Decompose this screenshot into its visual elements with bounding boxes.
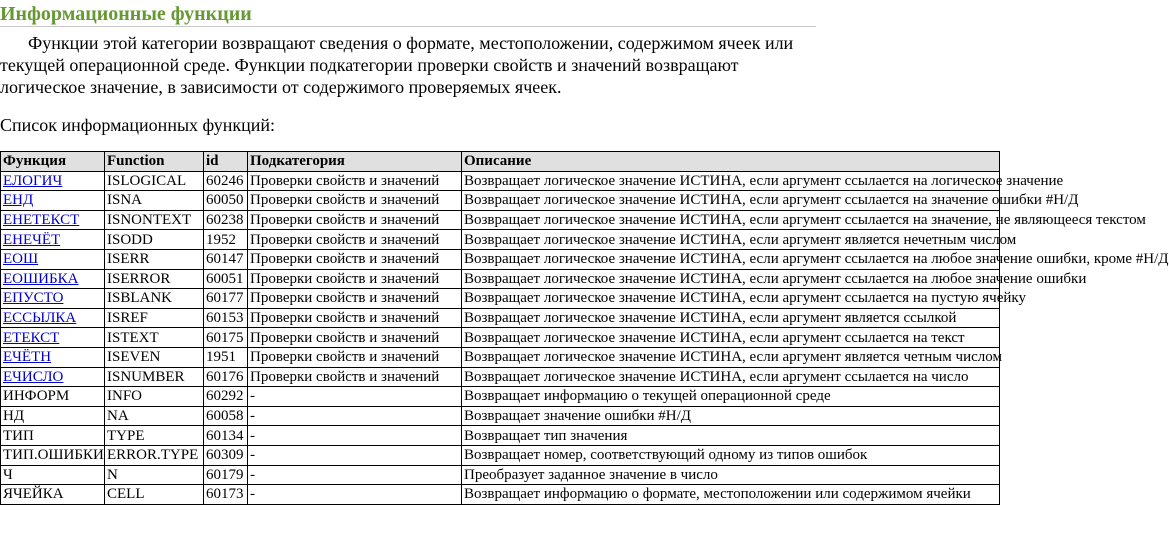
subcategory-cell: Проверки свойств и значений — [248, 368, 461, 387]
function-english-cell: ISTEXT — [105, 328, 203, 347]
function-id-cell: 1952 — [204, 230, 247, 249]
function-english-cell: ISLOGICAL — [105, 172, 203, 191]
description-cell: Преобразует заданное значение в число — [462, 466, 999, 485]
description-cell: Возвращает логическое значение ИСТИНА, если аргумент ссылается на логическое значение — [464, 172, 1064, 189]
description-cell: Возвращает логическое значение ИСТИНА, если аргумент ссылается на текст — [462, 328, 999, 347]
subcategory-cell: Проверки свойств и значений — [248, 328, 461, 347]
table-row — [1, 446, 999, 465]
function-english-cell: ISERROR — [105, 270, 203, 289]
function-name-link[interactable]: ЕНД — [1, 191, 104, 210]
header-cell-subcategory: Подкатегория — [248, 152, 461, 171]
table-row — [1, 348, 999, 367]
function-english-cell: ISNA — [105, 191, 203, 210]
function-id-cell: 60309 — [204, 446, 247, 465]
function-name-link[interactable]: ЕПУСТО — [1, 289, 104, 308]
description-cell: Возвращает значение ошибки #Н/Д — [462, 407, 999, 426]
function-id-cell: 60177 — [204, 289, 247, 308]
function-id-cell: 1951 — [204, 348, 247, 367]
function-name-cell: ИНФОРМ — [1, 387, 104, 406]
table-row — [1, 368, 999, 387]
function-name-cell: Ч — [1, 466, 104, 485]
function-name-link[interactable]: ЕНЕЧЁТ — [1, 230, 104, 249]
table-header-row — [1, 152, 999, 171]
table-row — [1, 387, 999, 406]
subcategory-cell: Проверки свойств и значений — [248, 191, 461, 210]
function-id-cell: 60246 — [204, 172, 247, 191]
description-cell: Возвращает информацию о формате, местоположении или содержимом ячейки — [462, 485, 999, 504]
function-english-cell: ISODD — [105, 230, 203, 249]
function-english-cell: ISREF — [105, 309, 203, 328]
function-name-cell: ТИП — [1, 426, 104, 445]
function-name-link[interactable]: ЕОШ — [1, 250, 104, 269]
function-list-label: Список информационных функций: — [0, 115, 276, 135]
function-id-cell: 60058 — [204, 407, 247, 426]
function-english-cell: ISERR — [105, 250, 203, 269]
function-id-cell: 60173 — [204, 485, 247, 504]
function-name-link[interactable]: ЕТЕКСТ — [1, 328, 104, 347]
function-name-link[interactable]: ЕЧИСЛО — [1, 368, 104, 387]
function-name-link[interactable]: ЕССЫЛКА — [1, 309, 104, 328]
table-row — [1, 328, 999, 347]
description-cell: Возвращает логическое значение ИСТИНА, если аргумент ссылается на любое значение ошибки — [464, 270, 1087, 287]
function-name-link[interactable]: ЕОШИБКА — [1, 270, 104, 289]
function-english-cell: CELL — [105, 485, 203, 504]
function-id-cell: 60238 — [204, 211, 247, 230]
subcategory-cell: - — [248, 426, 461, 445]
subcategory-cell: Проверки свойств и значений — [248, 172, 461, 191]
subcategory-cell: - — [248, 466, 461, 485]
function-id-cell: 60050 — [204, 191, 247, 210]
table-row — [1, 485, 999, 504]
function-table-container — [0, 151, 1169, 548]
function-english-cell: ERROR.TYPE — [105, 446, 203, 465]
description-cell: Возвращает логическое значение ИСТИНА, если аргумент ссылается на любое значение ошибки, кроме #Н/Д — [464, 251, 1169, 268]
description-cell: Возвращает логическое значение ИСТИНА, если аргумент является нечетным числом — [464, 231, 1017, 248]
table-row — [1, 250, 999, 269]
table-row — [1, 270, 999, 289]
table-row — [1, 230, 999, 249]
table-row — [1, 191, 999, 210]
function-english-cell: TYPE — [105, 426, 203, 445]
function-english-cell: ISBLANK — [105, 289, 203, 308]
subcategory-cell: Проверки свойств и значений — [248, 289, 461, 308]
function-id-cell: 60175 — [204, 328, 247, 347]
header-cell-id: id — [204, 152, 247, 171]
function-english-cell: ISEVEN — [105, 348, 203, 367]
function-id-cell: 60134 — [204, 426, 247, 445]
description-cell: Возвращает логическое значение ИСТИНА, если аргумент ссылается на значение ошибки #Н/Д — [464, 192, 1079, 209]
subcategory-cell: Проверки свойств и значений — [248, 250, 461, 269]
page-heading: Информационные функции — [0, 2, 816, 27]
function-id-cell: 60147 — [204, 250, 247, 269]
subcategory-cell: Проверки свойств и значений — [248, 211, 461, 230]
function-table — [0, 151, 1169, 505]
description-cell: Возвращает тип значения — [462, 426, 999, 445]
intro-paragraph: Функции этой категории возвращают сведения о формате, местоположении, содержимом ячеек или текущей операционной среде. Функции подкатегории проверки свойств и значений возвращают логическое значение, в зависимости от содержимого проверяемых ячеек. — [0, 33, 794, 97]
function-english-cell: ISNONTEXT — [105, 211, 203, 230]
table-body — [1, 172, 1169, 504]
subcategory-cell: - — [248, 485, 461, 504]
table-row — [1, 309, 999, 328]
description-cell: Возвращает логическое значение ИСТИНА, если аргумент является четным числом — [464, 349, 1002, 366]
description-cell: Возвращает логическое значение ИСТИНА, если аргумент ссылается на значение, не являющееся текстом — [464, 212, 1146, 229]
subcategory-cell: - — [248, 446, 461, 465]
subcategory-cell: - — [248, 387, 461, 406]
table-row — [1, 426, 999, 445]
subcategory-cell: - — [248, 407, 461, 426]
function-id-cell: 60153 — [204, 309, 247, 328]
table-row — [1, 407, 999, 426]
function-name-link[interactable]: ЕЧЁТН — [1, 348, 104, 367]
subcategory-cell: Проверки свойств и значений — [248, 348, 461, 367]
function-id-cell: 60179 — [204, 466, 247, 485]
function-name-cell: ТИП.ОШИБКИ — [3, 447, 104, 464]
table-row — [1, 172, 999, 191]
description-cell: Возвращает информацию о текущей операционной среде — [462, 387, 999, 406]
header-cell-description: Описание — [462, 152, 999, 171]
description-cell: Возвращает логическое значение ИСТИНА, если аргумент ссылается на пустую ячейку — [464, 290, 1026, 307]
header-cell-name: Функция — [1, 152, 104, 171]
function-id-cell: 60292 — [204, 387, 247, 406]
function-english-cell: N — [105, 466, 203, 485]
description-cell: Возвращает номер, соответствующий одному из типов ошибок — [462, 446, 999, 465]
subcategory-cell: Проверки свойств и значений — [248, 309, 461, 328]
description-cell: Возвращает логическое значение ИСТИНА, если аргумент является ссылкой — [462, 309, 999, 328]
function-name-cell: НД — [1, 407, 104, 426]
function-english-cell: ISNUMBER — [105, 368, 203, 387]
function-id-cell: 60176 — [204, 368, 247, 387]
subcategory-cell: Проверки свойств и значений — [248, 230, 461, 249]
function-english-cell: NA — [105, 407, 203, 426]
function-name-link[interactable]: ЕЛОГИЧ — [1, 172, 104, 191]
function-id-cell: 60051 — [204, 270, 247, 289]
table-row — [1, 289, 999, 308]
table-row — [1, 466, 999, 485]
subcategory-cell: Проверки свойств и значений — [248, 270, 461, 289]
function-english-cell: INFO — [105, 387, 203, 406]
table-row — [1, 211, 999, 230]
description-cell: Возвращает логическое значение ИСТИНА, если аргумент ссылается на число — [462, 368, 999, 387]
function-name-link[interactable]: ЕНЕТЕКСТ — [1, 211, 104, 230]
header-cell-function: Function — [105, 152, 203, 171]
function-name-cell: ЯЧЕЙКА — [1, 485, 104, 504]
